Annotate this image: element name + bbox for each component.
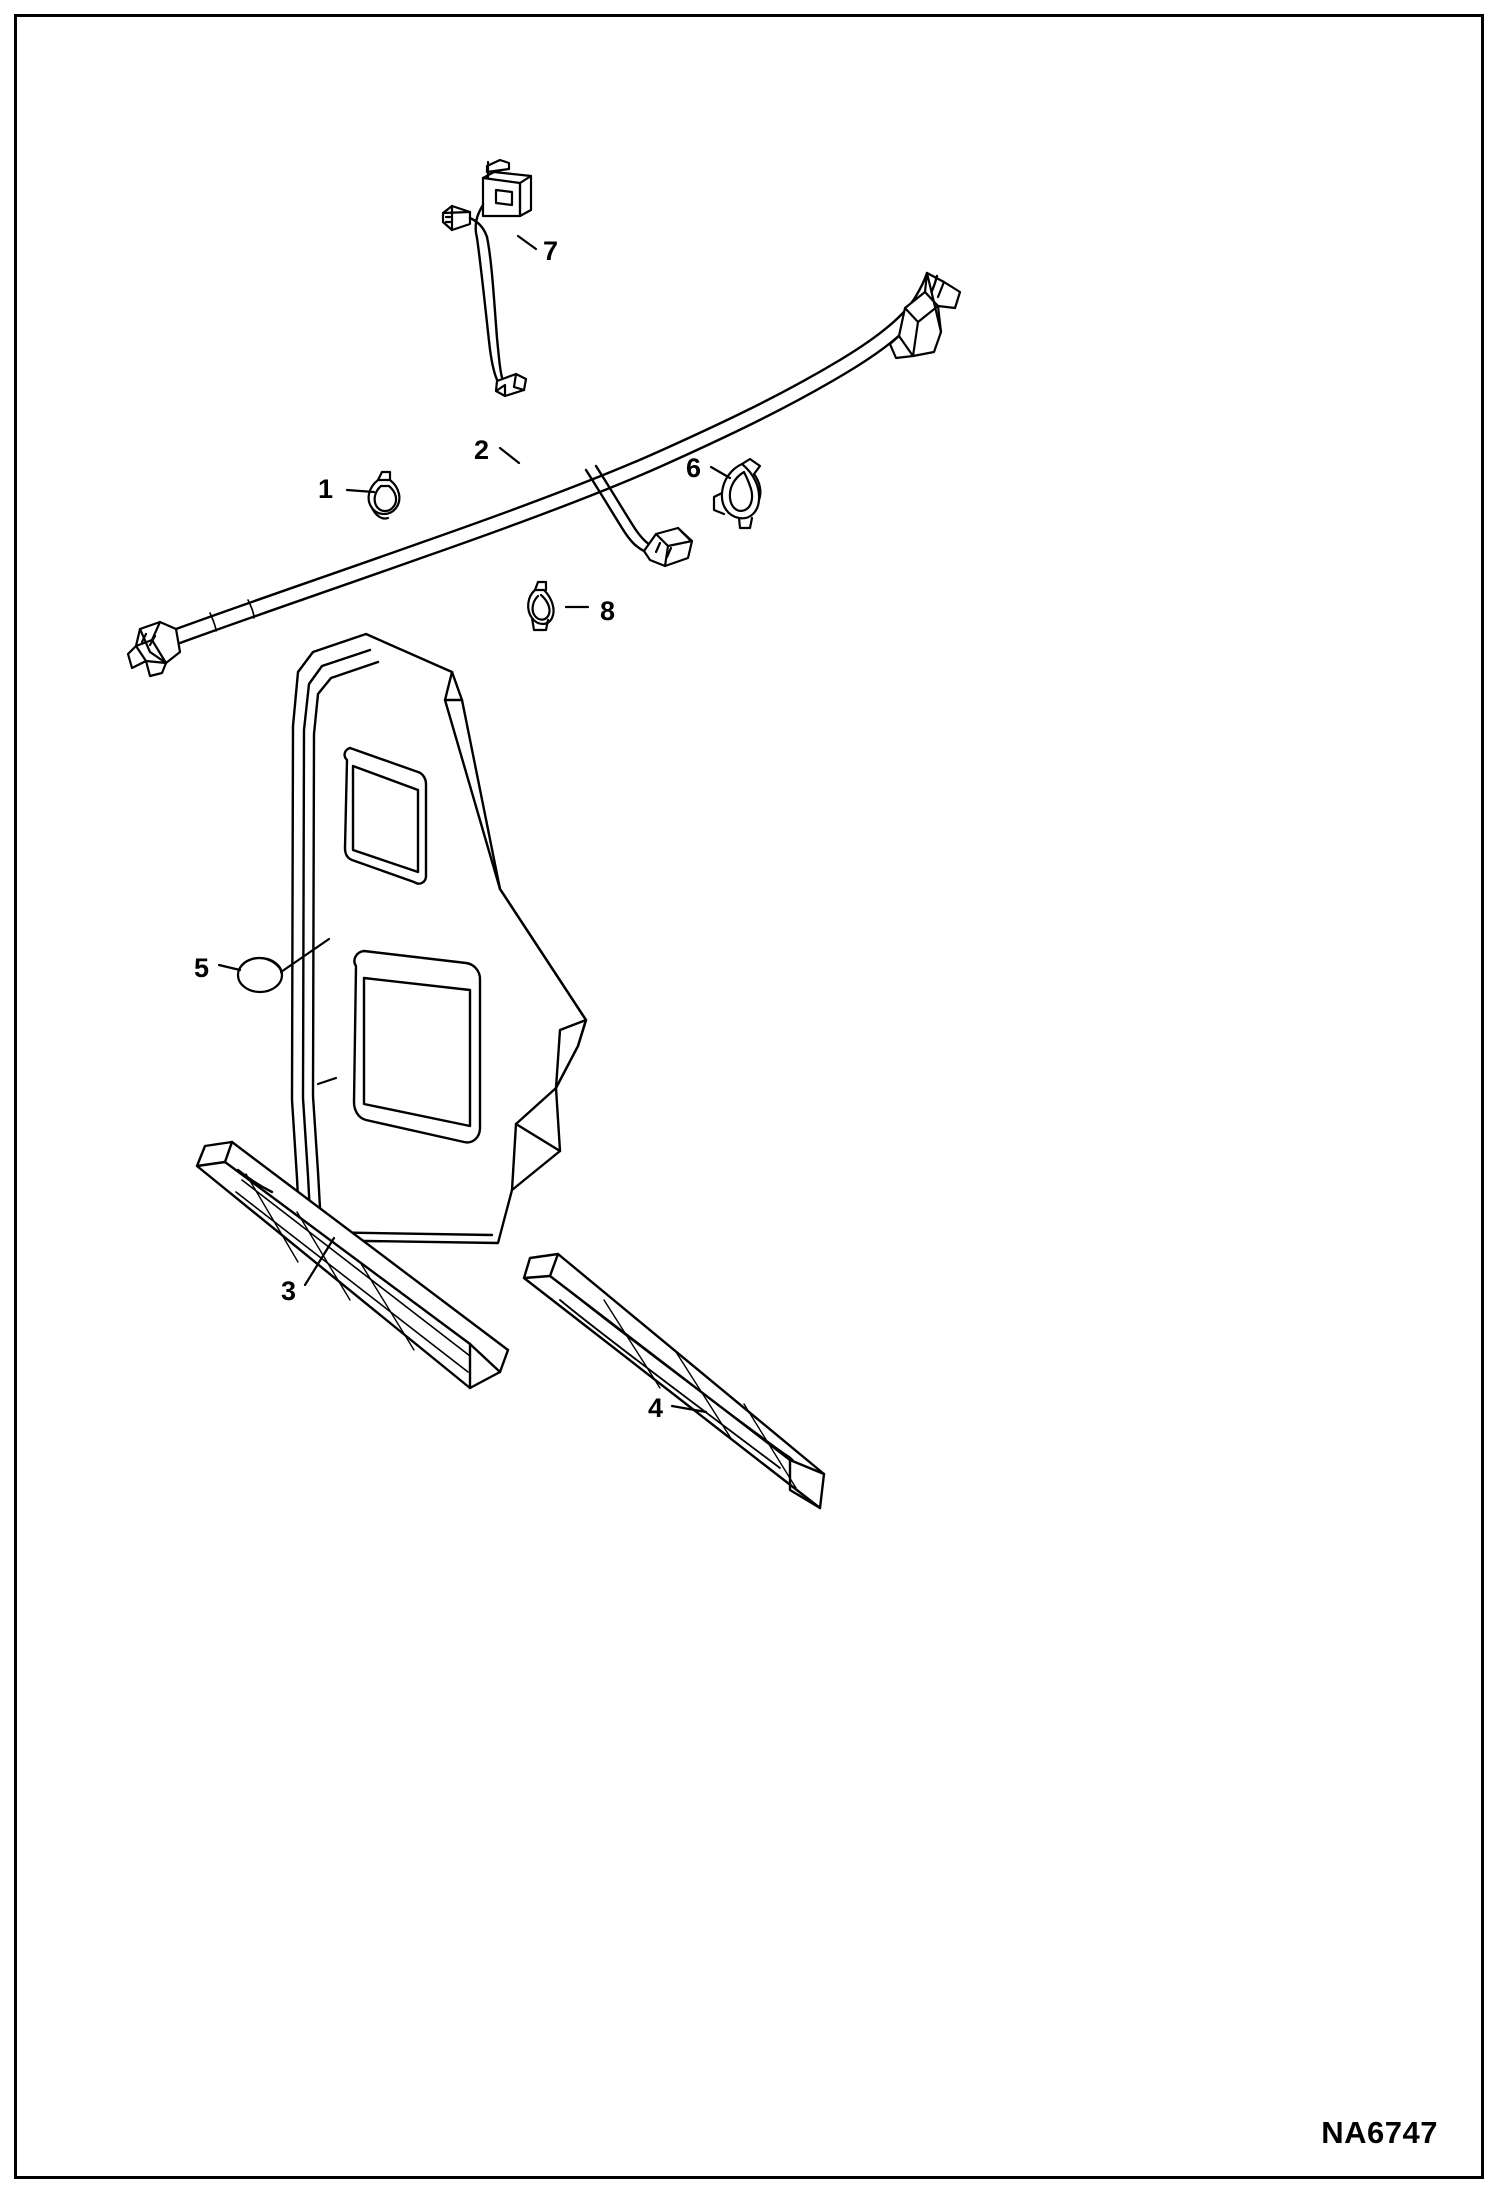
part-cable-clamp-small bbox=[369, 472, 400, 519]
part-grommet-plug bbox=[238, 958, 282, 992]
harness-left-connector bbox=[128, 622, 180, 676]
part-cable-tie bbox=[528, 582, 553, 630]
part-cable-clamp-large bbox=[714, 459, 760, 528]
callout-5: 5 bbox=[194, 953, 210, 983]
part-door-seal-strip bbox=[524, 1254, 824, 1508]
callout-3: 3 bbox=[281, 1276, 297, 1306]
callout-8: 8 bbox=[600, 596, 616, 626]
part-door-panel bbox=[292, 634, 586, 1243]
callout-6: 6 bbox=[686, 453, 702, 483]
callout-4: 4 bbox=[648, 1393, 664, 1423]
callout-1: 1 bbox=[318, 474, 334, 504]
callout-2: 2 bbox=[474, 435, 490, 465]
part-relay-switch-harness bbox=[443, 160, 531, 396]
drawing-number: NA6747 bbox=[1321, 2115, 1438, 2150]
harness-branch-connector bbox=[644, 528, 692, 566]
callout-7: 7 bbox=[543, 236, 559, 266]
